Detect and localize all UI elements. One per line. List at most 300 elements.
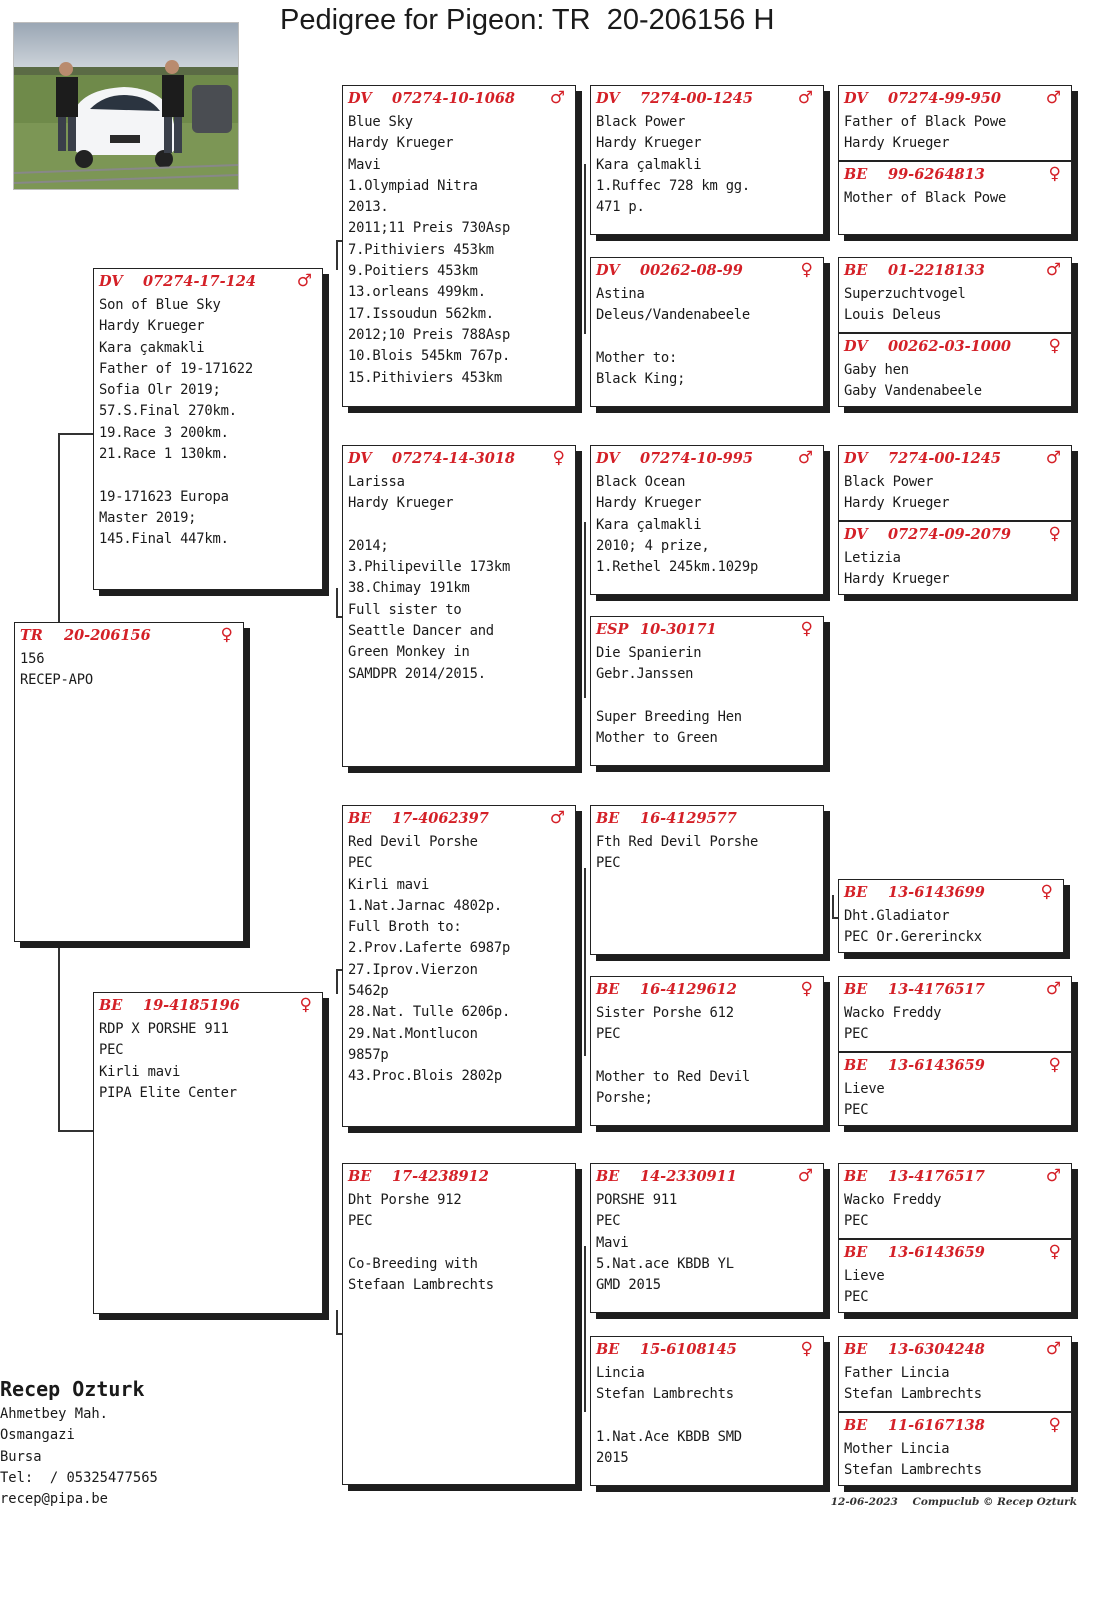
detail-line: Mavi (596, 1234, 629, 1251)
ring-header (839, 260, 1071, 280)
sex-symbol-icon: ♂ (1045, 448, 1061, 468)
ring-country: BE (844, 883, 868, 901)
pigeon-details (839, 902, 1063, 949)
connector-line (336, 588, 338, 618)
detail-line: Lincia (596, 1365, 645, 1381)
pigeon-details (839, 1435, 1071, 1482)
detail-line: 19.Race 3 200km. (99, 424, 229, 441)
detail-line: 9857p (348, 1046, 389, 1063)
sex-symbol-icon: ♀ (1048, 164, 1061, 184)
detail-line: Dht.Gladiator (844, 908, 950, 924)
pigeon-details (591, 108, 823, 218)
connector-line (336, 1310, 338, 1334)
detail-line: 21.Race 1 130km. (99, 446, 229, 463)
detail-line: PEC (348, 1213, 373, 1230)
detail-line (99, 465, 318, 486)
ring-header (839, 524, 1071, 544)
sex-symbol-icon: ♀ (299, 995, 312, 1015)
connector-line (336, 969, 338, 994)
pigeon-card-ggsire-mff[interactable] (590, 805, 824, 955)
ring-header (839, 979, 1071, 999)
pigeon-card-ggsire-fmf[interactable] (590, 445, 824, 595)
detail-line: PIPA Elite Center (99, 1084, 237, 1101)
pigeon-details (15, 645, 243, 692)
footer (831, 1496, 1077, 1508)
ring-country: BE (348, 1167, 372, 1185)
ring-header (839, 1055, 1071, 1075)
pigeon-card-gggdam-mmmm[interactable] (838, 1412, 1072, 1486)
ring-header (343, 1166, 575, 1186)
pigeon-details (591, 1186, 823, 1296)
detail-line: PEC (99, 1042, 124, 1059)
ring-header (839, 1166, 1071, 1186)
detail-line: Gebr.Janssen (596, 666, 694, 683)
pigeon-details (839, 1262, 1071, 1309)
detail-line: Mother of Black Powe (844, 190, 1007, 206)
pigeon-card-granddam-paternal[interactable] (342, 445, 576, 767)
pigeon-details (343, 828, 575, 1088)
pigeon-card-gggdam-mfmm[interactable] (838, 1052, 1072, 1126)
detail-line: 5.Nat.ace KBDB YL (596, 1255, 734, 1272)
sex-symbol-icon (807, 808, 813, 828)
ring-number: 19-4185196 (143, 996, 240, 1014)
detail-line: 1.Olympiad Nitra (348, 177, 478, 194)
ring-header (839, 448, 1071, 468)
detail-line: PEC (348, 855, 373, 872)
connector-line (832, 895, 834, 917)
detail-line: Hardy Krueger (844, 135, 950, 152)
pigeon-details (839, 108, 1071, 155)
pigeon-details (343, 1186, 575, 1296)
detail-line: PEC (844, 1289, 869, 1306)
sex-symbol-icon: ♂ (1045, 260, 1061, 280)
pigeon-card-gggdam-fffm[interactable] (838, 161, 1072, 235)
detail-line: PEC Or.Gererinckx (844, 929, 982, 946)
pigeon-details (839, 544, 1071, 591)
ring-number: 99-6264813 (888, 165, 985, 183)
detail-line (348, 515, 571, 536)
pigeon-card-gggdam-mffm[interactable] (838, 879, 1064, 953)
ring-country: DV (844, 449, 868, 467)
ring-header (343, 448, 575, 468)
connector-line (58, 433, 60, 623)
owner-email: recep@pipa.be (0, 1491, 108, 1508)
ring-number: 10-30171 (640, 620, 717, 638)
pigeon-details (343, 468, 575, 685)
detail-line: Kara çalmakli (596, 516, 702, 533)
footer-date: 12-06-2023 (830, 1496, 898, 1508)
detail-line: 1.Ruffec 728 km gg. (596, 177, 751, 194)
detail-line: 19-171623 Europa (99, 488, 229, 505)
connector-line (584, 522, 586, 698)
ring-number: 7274-00-1245 (640, 89, 753, 107)
detail-line: Dht Porshe 912 (348, 1192, 462, 1208)
sex-symbol-icon (559, 1166, 565, 1186)
pigeon-card-ggdam-mmm[interactable] (590, 1336, 824, 1486)
owner-name: Recep Ozturk (0, 1377, 145, 1401)
connector-line (58, 945, 60, 1131)
detail-line: 1.Nat.Jarnac 4802p. (348, 897, 503, 914)
detail-line: 2011;11 Preis 730Asp (348, 220, 511, 237)
detail-line: 10.Blois 545km 767p. (348, 348, 511, 365)
ring-country: BE (844, 261, 868, 279)
pigeon-card-grandsire-maternal[interactable] (342, 805, 576, 1127)
sex-symbol-icon: ♂ (1045, 88, 1061, 108)
detail-line: Blue Sky (348, 114, 413, 130)
detail-line: Stefan Lambrechts (844, 1462, 982, 1479)
sex-symbol-icon: ♀ (1048, 1415, 1061, 1435)
ring-header (343, 88, 575, 108)
detail-line: Lieve (844, 1081, 885, 1097)
detail-line: Seattle Dancer and (348, 623, 494, 640)
ring-number: 07274-14-3018 (392, 449, 516, 467)
ring-number: 07274-10-1068 (392, 89, 516, 107)
sex-symbol-icon: ♀ (220, 625, 233, 645)
page-title: Pedigree for Pigeon: TR 20-206156 H (280, 4, 775, 36)
detail-line: 15.Pithiviers 453km (348, 369, 503, 386)
ring-country: BE (844, 1340, 868, 1358)
pigeon-details (591, 639, 823, 749)
detail-line: Hardy Krueger (596, 135, 702, 152)
detail-line: Stefan Lambrechts (844, 1386, 982, 1403)
ring-number: 00262-08-99 (640, 261, 743, 279)
detail-line: Larissa (348, 474, 405, 490)
detail-line: Mother to Green (596, 730, 718, 747)
ring-number: 13-6143659 (888, 1243, 985, 1261)
sex-symbol-icon: ♀ (1048, 1055, 1061, 1075)
sex-symbol-icon: ♀ (800, 260, 813, 280)
detail-line: Porshe; (596, 1090, 653, 1107)
pigeon-card-grandsire-paternal[interactable] (342, 85, 576, 407)
ring-header (591, 448, 823, 468)
detail-line (596, 327, 819, 348)
detail-line (596, 1046, 819, 1067)
detail-line: 2013. (348, 199, 389, 216)
ring-number: 07274-99-950 (888, 89, 1001, 107)
pigeon-details (94, 1015, 322, 1104)
detail-line: 29.Nat.Montlucon (348, 1025, 478, 1042)
detail-line: Stefan Lambrechts (596, 1386, 734, 1403)
detail-line (596, 1406, 819, 1427)
ring-header (839, 336, 1071, 356)
detail-line: 7.Pithiviers 453km (348, 241, 494, 258)
ring-number: 00262-03-1000 (888, 337, 1012, 355)
detail-line: Master 2019; (99, 509, 197, 526)
detail-line: Kirli mavi (99, 1063, 181, 1080)
detail-line: Black Power (844, 474, 934, 490)
pigeon-details (591, 828, 823, 875)
detail-line: 17.Issoudun 562km. (348, 305, 494, 322)
detail-line: Hardy Krueger (348, 495, 454, 512)
detail-line: Son of Blue Sky (99, 297, 221, 313)
pigeon-card-ggdam-ffm[interactable] (590, 257, 824, 407)
ring-number: 16-4129612 (640, 980, 737, 998)
detail-line: PEC (596, 1026, 621, 1043)
detail-line: SAMDPR 2014/2015. (348, 665, 486, 682)
sex-symbol-icon: ♂ (549, 88, 565, 108)
ring-country: DV (596, 261, 620, 279)
connector-line (584, 164, 586, 334)
detail-line: 1.Nat.Ace KBDB SMD (596, 1428, 742, 1445)
owner-address-line: Ahmetbey Mah. (0, 1406, 108, 1422)
ring-number: 15-6108145 (640, 1340, 737, 1358)
ring-header (591, 260, 823, 280)
ring-header (591, 1339, 823, 1359)
detail-line: Red Devil Porshe (348, 834, 478, 850)
pigeon-card-gggsire-ffff[interactable] (838, 85, 1072, 161)
ring-country: BE (844, 980, 868, 998)
ring-country: BE (596, 1340, 620, 1358)
connector-line (336, 240, 338, 270)
ring-number: 13-6143659 (888, 1056, 985, 1074)
pigeon-card-dam[interactable] (93, 992, 323, 1314)
detail-line: PEC (844, 1213, 869, 1230)
ring-country: BE (596, 980, 620, 998)
pigeon-card-gggdam-mmfm[interactable] (838, 1239, 1072, 1313)
ring-number: 13-4176517 (888, 980, 985, 998)
detail-line: PEC (844, 1102, 869, 1119)
ring-number: 07274-10-995 (640, 449, 753, 467)
ring-country: DV (844, 337, 868, 355)
pigeon-card-sire[interactable] (93, 268, 323, 590)
detail-line: GMD 2015 (596, 1277, 661, 1294)
detail-line: PEC (596, 1213, 621, 1230)
pigeon-card-gggdam-ffmm[interactable] (838, 333, 1072, 407)
ring-header (343, 808, 575, 828)
detail-line: 5462p (348, 983, 389, 1000)
pigeon-details (591, 468, 823, 578)
detail-line: Hardy Krueger (348, 135, 454, 152)
ring-number: 07274-09-2079 (888, 525, 1012, 543)
sex-symbol-icon: ♀ (1040, 882, 1053, 902)
ring-header (839, 164, 1071, 184)
ring-country: BE (844, 1056, 868, 1074)
detail-line: 28.Nat. Tulle 6206p. (348, 1004, 511, 1021)
detail-line: Black King; (596, 371, 686, 388)
ring-header (591, 88, 823, 108)
pigeon-details (94, 291, 322, 551)
pigeon-details (839, 1186, 1071, 1233)
ring-header (591, 619, 823, 639)
pigeon-card-gggsire-mmff[interactable] (838, 1163, 1072, 1239)
pigeon-card-granddam-maternal[interactable] (342, 1163, 576, 1485)
ring-country: BE (844, 1243, 868, 1261)
detail-line: 13.orleans 499km. (348, 284, 486, 301)
pigeon-card-subject[interactable] (14, 622, 244, 942)
detail-line: 3.Philipeville 173km (348, 559, 511, 576)
detail-line (596, 686, 819, 707)
ring-header (839, 882, 1063, 902)
ring-header (839, 88, 1071, 108)
detail-line: Mother to: (596, 349, 678, 366)
ring-country: DV (844, 525, 868, 543)
owner-address-line: Bursa (0, 1448, 42, 1465)
ring-header (591, 1166, 823, 1186)
detail-line: 9.Poitiers 453km (348, 263, 478, 280)
sex-symbol-icon: ♂ (797, 1166, 813, 1186)
detail-line: Superzuchtvogel (844, 286, 966, 302)
detail-line: Gaby hen (844, 362, 909, 378)
ring-header (839, 1415, 1071, 1435)
ring-country: DV (348, 89, 372, 107)
detail-line: 43.Proc.Blois 2802p (348, 1068, 503, 1085)
detail-line: Hardy Krueger (844, 495, 950, 512)
detail-line: 471 p. (596, 199, 645, 216)
pigeon-card-gggsire-fmff[interactable] (838, 445, 1072, 521)
pigeon-details (839, 1359, 1071, 1406)
detail-line: Full Broth to: (348, 919, 462, 936)
detail-line: Sofia Olr 2019; (99, 382, 221, 399)
ring-number: 13-6143699 (888, 883, 985, 901)
sex-symbol-icon: ♂ (296, 271, 312, 291)
owners-with-car-photo-icon (14, 23, 238, 189)
ring-number: 17-4062397 (392, 809, 489, 827)
owner-address-line: Osmangazi (0, 1427, 75, 1444)
ring-header (15, 625, 243, 645)
ring-country: DV (596, 89, 620, 107)
sex-symbol-icon: ♂ (797, 88, 813, 108)
pigeon-details (839, 184, 1071, 209)
ring-number: 16-4129577 (640, 809, 737, 827)
detail-line: Hardy Krueger (844, 571, 950, 588)
detail-line: 38.Chimay 191km (348, 580, 470, 597)
detail-line: RDP X PORSHE 911 (99, 1021, 229, 1037)
ring-number: 7274-00-1245 (888, 449, 1001, 467)
pigeon-details (839, 280, 1071, 327)
ring-country: BE (844, 1416, 868, 1434)
pigeon-details (591, 1359, 823, 1469)
detail-line: Wacko Freddy (844, 1192, 942, 1208)
detail-line: Full sister to (348, 601, 462, 618)
detail-line: Stefaan Lambrechts (348, 1277, 494, 1294)
detail-line: 2.Prov.Laferte 6987p (348, 940, 511, 957)
ring-number: 14-2330911 (640, 1167, 737, 1185)
detail-line: 156 (20, 651, 45, 667)
pigeon-card-ggdam-fmm[interactable] (590, 616, 824, 766)
pigeon-details (839, 356, 1071, 403)
ring-country: DV (99, 272, 123, 290)
detail-line: 2012;10 Preis 788Asp (348, 326, 511, 343)
sex-symbol-icon: ♂ (1045, 979, 1061, 999)
ring-number: 20-206156 (64, 626, 151, 644)
detail-line (348, 1233, 571, 1254)
detail-line: Astina (596, 286, 645, 302)
detail-line: 1.Rethel 245km.1029p (596, 559, 759, 576)
detail-line: PEC (596, 855, 621, 872)
pigeon-card-gggsire-mmmf[interactable] (838, 1336, 1072, 1412)
ring-country: BE (596, 809, 620, 827)
detail-line: PEC (844, 1026, 869, 1043)
detail-line: Kara çakmakli (99, 339, 205, 356)
detail-line: 2010; 4 prize, (596, 537, 710, 554)
ring-header (839, 1242, 1071, 1262)
pigeon-details (591, 280, 823, 390)
connector-line (58, 433, 94, 435)
ring-number: 11-6167138 (888, 1416, 985, 1434)
sex-symbol-icon: ♀ (800, 619, 813, 639)
ring-number: 13-4176517 (888, 1167, 985, 1185)
detail-line: Louis Deleus (844, 307, 942, 324)
detail-line: RECEP-APO (20, 672, 93, 689)
detail-line: Father of 19-171622 (99, 360, 254, 377)
sex-symbol-icon: ♂ (797, 448, 813, 468)
sex-symbol-icon: ♂ (549, 808, 565, 828)
pigeon-details (343, 108, 575, 389)
detail-line: 145.Final 447km. (99, 531, 229, 548)
ring-header (94, 995, 322, 1015)
sex-symbol-icon: ♀ (1048, 524, 1061, 544)
pigeon-card-ggdam-mfm[interactable] (590, 976, 824, 1126)
detail-line: Lieve (844, 1268, 885, 1284)
pigeon-card-ggsire-fff[interactable] (590, 85, 824, 235)
pigeon-details (839, 1075, 1071, 1122)
ring-country: DV (596, 449, 620, 467)
sex-symbol-icon: ♀ (800, 1339, 813, 1359)
detail-line: Hardy Krueger (99, 318, 205, 335)
ring-country: BE (596, 1167, 620, 1185)
pigeon-card-gggdam-fmfm[interactable] (838, 521, 1072, 595)
ring-number: 07274-17-124 (143, 272, 256, 290)
detail-line: Deleus/Vandenabeele (596, 307, 751, 324)
ring-header (591, 808, 823, 828)
ring-header (839, 1339, 1071, 1359)
ring-country: BE (99, 996, 123, 1014)
sex-symbol-icon: ♂ (1045, 1339, 1061, 1359)
footer-copyright: Compuclub © Recep Ozturk (912, 1496, 1077, 1508)
ring-country: TR (20, 626, 43, 644)
ring-country: BE (844, 1167, 868, 1185)
sex-symbol-icon: ♂ (1045, 1166, 1061, 1186)
detail-line: Wacko Freddy (844, 1005, 942, 1021)
pigeon-details (839, 468, 1071, 515)
detail-line: Fth Red Devil Porshe (596, 834, 759, 850)
ring-header (591, 979, 823, 999)
detail-line: 2015 (596, 1450, 629, 1467)
detail-line: Super Breeding Hen (596, 708, 742, 725)
detail-line: 57.S.Final 270km. (99, 403, 237, 420)
sex-symbol-icon: ♀ (552, 448, 565, 468)
ring-country: BE (844, 165, 868, 183)
ring-country: ESP (596, 620, 629, 638)
owners-photo (13, 22, 239, 190)
detail-line: Letizia (844, 550, 901, 566)
detail-line: Mavi (348, 156, 381, 173)
connector-line (584, 868, 586, 1056)
detail-line: Hardy Krueger (596, 495, 702, 512)
detail-line: Black Power (596, 114, 686, 130)
detail-line: Mother Lincia (844, 1441, 950, 1457)
detail-line: Green Monkey in (348, 644, 470, 661)
detail-line: Kara çalmakli (596, 156, 702, 173)
ring-number: 17-4238912 (392, 1167, 489, 1185)
pigeon-card-gggsire-ffmf[interactable] (838, 257, 1072, 333)
detail-line: Die Spanierin (596, 645, 702, 661)
detail-line: Father Lincia (844, 1365, 950, 1381)
sex-symbol-icon: ♀ (1048, 336, 1061, 356)
ring-country: BE (348, 809, 372, 827)
detail-line: Gaby Vandenabeele (844, 383, 982, 400)
pigeon-details (591, 999, 823, 1109)
pigeon-card-gggsire-mfmf[interactable] (838, 976, 1072, 1052)
ring-country: DV (348, 449, 372, 467)
detail-line: Sister Porshe 612 (596, 1005, 734, 1021)
sex-symbol-icon: ♀ (800, 979, 813, 999)
connector-line (584, 1246, 586, 1412)
pigeon-card-ggsire-mmf[interactable] (590, 1163, 824, 1313)
ring-number: 13-6304248 (888, 1340, 985, 1358)
detail-line: Black Ocean (596, 474, 686, 490)
owner-info (0, 1374, 158, 1510)
